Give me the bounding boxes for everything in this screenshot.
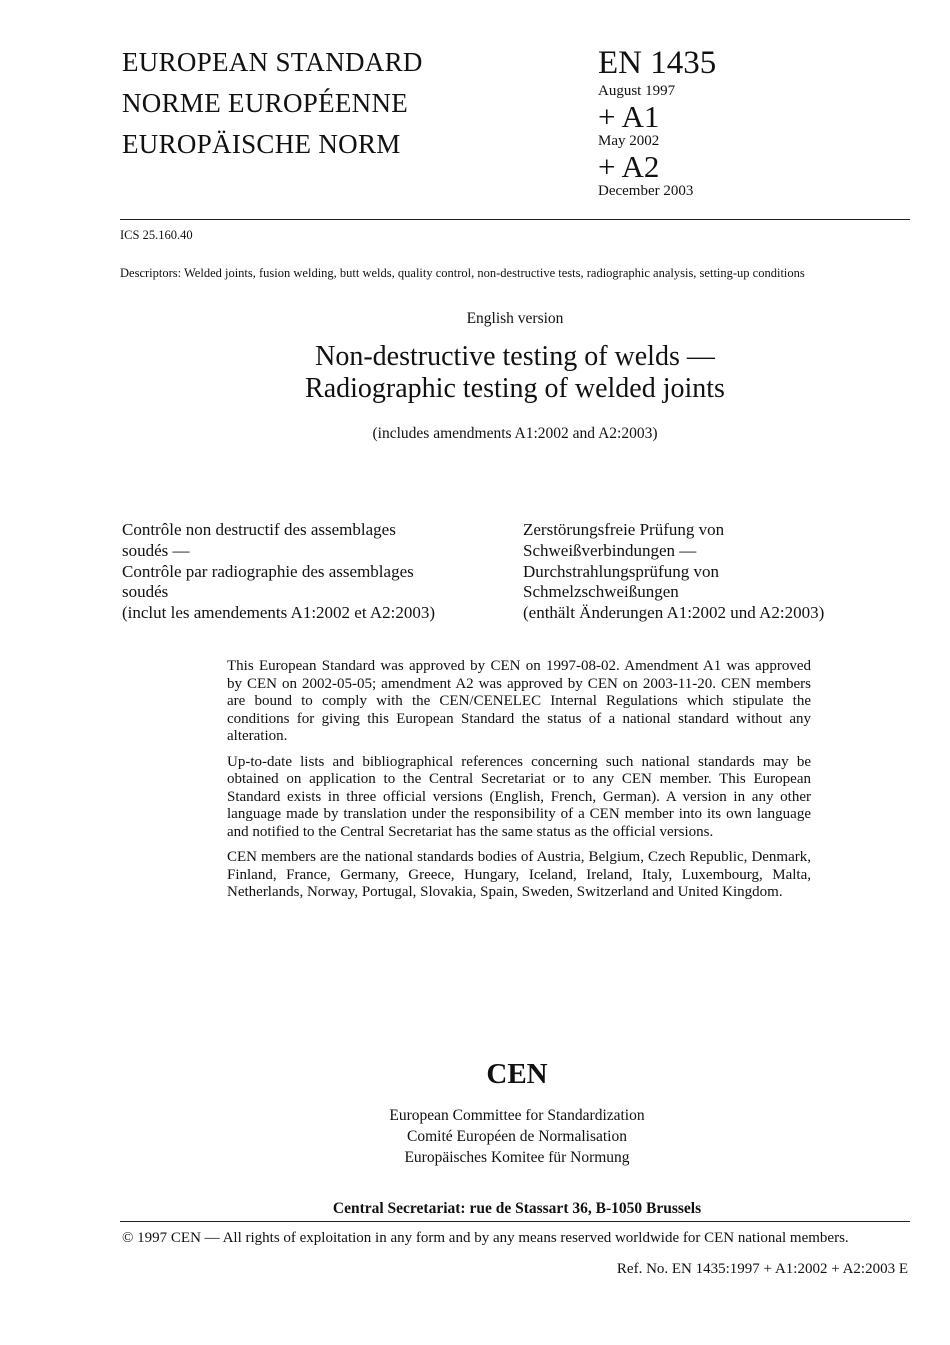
standard-number: EN 1435 xyxy=(598,45,717,81)
title-line-1: Non-destructive testing of welds — xyxy=(315,341,715,372)
paragraph-members: CEN members are the national standards bodies of Austria, Belgium, Czech Republic, Denmark, Finland, France, Germany, Greece, Hungary, Iceland, Ireland, Italy, Luxembourg, Malta, Netherlands, Norway, Portugal, Slovakia, Spain, Sweden, Switzerland and United Kingdom. xyxy=(227,849,811,900)
cen-name-english: European Committee for Standardization xyxy=(389,1107,645,1124)
footer-divider xyxy=(120,1221,910,1222)
french-title-block xyxy=(122,520,512,624)
paragraph-references: Up-to-date lists and bibliographical references concerning such national standards may be obtained on application to the Central Secretariat or to any CEN member. This European Standard exists in three official versions (English, French, German). A version in any other language made by translation under the responsibility of a CEN member into its own language and notified to the Central Secretariat has the same status as the official versions. xyxy=(227,753,811,840)
german-title-line: Durchstrahlungsprüfung von xyxy=(523,561,719,581)
standard-identifier xyxy=(598,44,716,200)
amendment-a2-date: December 2003 xyxy=(598,183,694,199)
header-divider xyxy=(120,219,910,220)
standard-type-titles xyxy=(122,42,423,165)
german-title-line: Zerstörungsfreie Prüfung von xyxy=(523,520,725,539)
title-line-2: Radiographic testing of welded joints xyxy=(305,373,725,404)
title-english: EUROPEAN STANDARD xyxy=(122,47,423,77)
amendment-a1: + A1 xyxy=(598,99,660,134)
approval-text xyxy=(227,658,811,910)
title-french: NORME EUROPÉENNE xyxy=(122,88,409,118)
cen-name-german: Europäisches Komitee für Normung xyxy=(404,1149,630,1166)
cen-logo-text: CEN xyxy=(486,1058,548,1090)
amendment-a1-date: May 2002 xyxy=(598,133,660,149)
german-title-line: Schweißverbindungen — xyxy=(523,540,697,560)
french-title-line: Contrôle par radiographie des assemblages xyxy=(122,561,414,581)
amendment-a2: + A2 xyxy=(598,149,660,184)
reference-number: Ref. No. EN 1435:1997 + A1:2002 + A2:2003 E xyxy=(616,1261,908,1277)
french-title-line: soudés — xyxy=(122,540,190,560)
title-german: EUROPÄISCHE NORM xyxy=(122,129,401,159)
ics-code: ICS 25.160.40 xyxy=(120,228,193,242)
german-title-line: (enthält Änderungen A1:2002 und A2:2003) xyxy=(523,603,825,623)
central-secretariat: Central Secretariat: rue de Stassart 36, B-1050 Brussels xyxy=(332,1200,702,1217)
descriptors: Descriptors: Welded joints, fusion welding, butt welds, quality control, non-destructive tests, radiographic analysis, setting-up conditions xyxy=(120,266,805,280)
cen-names xyxy=(120,1105,914,1168)
standard-date: August 1997 xyxy=(598,83,676,99)
paragraph-approval: This European Standard was approved by CEN on 1997-08-02. Amendment A1 was approved by CEN on 2002-05-05; amendment A2 was approved by CEN on 2003-11-20. CEN members are bound to comply with the CEN/CENELEC Internal Regulations which stipulate the conditions for giving this European Standard the status of a national standard without any alteration. xyxy=(227,658,811,744)
german-title-line: Schmelzschweißungen xyxy=(523,582,679,602)
french-title-line: soudés xyxy=(122,582,169,602)
document-subtitle: (includes amendments A1:2002 and A2:2003) xyxy=(372,425,658,442)
copyright-notice: © 1997 CEN — All rights of exploitation in any form and by any means reserved worldwide for CEN national members. xyxy=(122,1230,849,1246)
german-title-block xyxy=(523,520,913,624)
cen-name-french: Comité Européen de Normalisation xyxy=(407,1128,627,1145)
french-title-line: (inclut les amendements A1:2002 et A2:2003) xyxy=(122,603,436,623)
version-label: English version xyxy=(466,310,564,327)
document-title xyxy=(120,341,910,405)
french-title-line: Contrôle non destructif des assemblages xyxy=(122,520,396,539)
